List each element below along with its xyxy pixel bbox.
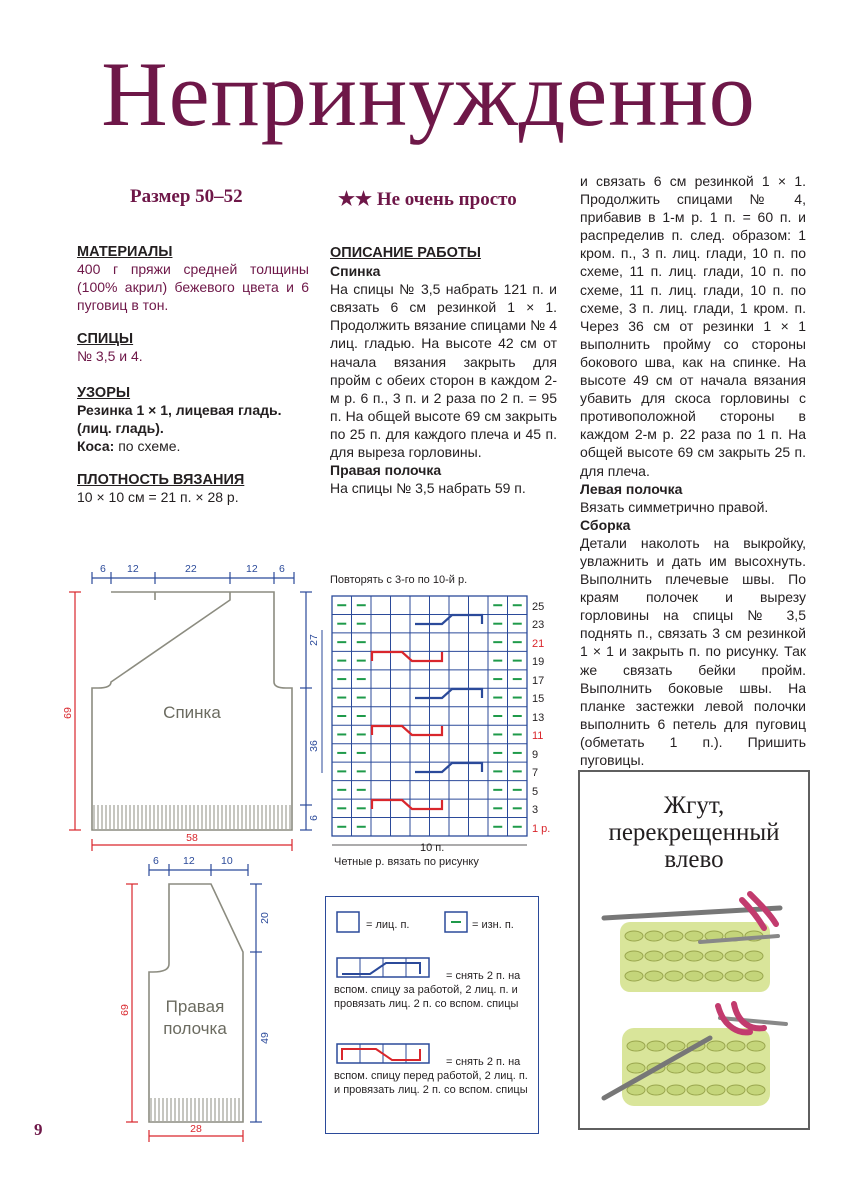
needles-text: № 3,5 и 4. — [77, 348, 143, 364]
cable-illustration-2 — [600, 998, 790, 1118]
cable-illustration-1 — [600, 884, 790, 1004]
chart-repeat-note: Повторять с 3-го по 10-й р. — [330, 574, 468, 586]
cable-front-row-3 — [372, 800, 442, 809]
even-rows-note: Четные р. вязать по рисунку — [334, 856, 479, 868]
description-col-1 — [330, 244, 557, 497]
page-number: 9 — [34, 1120, 43, 1139]
back-right-dim-1: 27 — [308, 634, 320, 646]
front-right-dim-2: 49 — [259, 1032, 271, 1044]
row-label-19: 19 — [532, 656, 545, 668]
cable-illustration-box — [578, 770, 810, 1130]
patterns-line2: (лиц. гладь). — [77, 420, 164, 436]
front-label-line2: полочка — [163, 1019, 227, 1038]
back-top-dim-2: 12 — [127, 563, 139, 575]
needles-section — [77, 331, 309, 365]
back-schematic — [60, 560, 320, 855]
row-label-9: 9 — [532, 749, 539, 761]
back-ribbing — [94, 805, 290, 829]
row-label-5: 5 — [532, 786, 539, 798]
cable-box-title — [580, 792, 808, 873]
legend-knit-icon — [336, 911, 362, 935]
row-label-25: 25 — [532, 601, 545, 613]
cable-front-row-19 — [372, 652, 442, 661]
row-label-23: 23 — [532, 619, 545, 631]
front-top-dim-3: 10 — [221, 855, 233, 867]
legend-purl-text: = изн. п. — [472, 919, 514, 931]
difficulty-label: ★★ Не очень просто — [338, 189, 517, 210]
row-label-13: 13 — [532, 712, 545, 724]
legend-cable-back-text: = снять 2 п. на вспом. спицу за работой, 2 лиц. п. и провязать лиц. 2 п. со вспом. спицы — [334, 970, 521, 1010]
gauge-section — [77, 472, 309, 506]
legend-cable-front-text: = снять 2 п. на вспом. спицу перед работой, 2 лиц. п. и провязать лиц. 2 п. со вспом. спицы — [334, 1056, 528, 1096]
materials-section — [77, 244, 309, 314]
chart-cables — [372, 615, 482, 809]
chart-width-label: 10 п. — [420, 842, 445, 854]
front-label-line1: Правая — [165, 997, 225, 1016]
cable-box-title-line3: влево — [664, 846, 724, 873]
right-front-heading: Правая полочка — [330, 462, 442, 479]
row-label-17: 17 — [532, 675, 545, 687]
back-top-dim-1: 6 — [100, 563, 106, 575]
back-top-dim-3: 22 — [185, 563, 197, 575]
back-right-dim-2: 36 — [308, 740, 320, 752]
back-right-dim-3: 6 — [308, 815, 320, 821]
front-ribbing — [151, 1098, 239, 1121]
back-top-dim-4: 12 — [246, 563, 258, 575]
legend-purl-icon — [444, 911, 470, 935]
description-heading: ОПИСАНИЕ РАБОТЫ — [330, 245, 481, 261]
front-right-dim-1: 20 — [259, 912, 271, 924]
description-col-2 — [580, 172, 806, 769]
front-top-dim-2: 12 — [183, 855, 195, 867]
assembly-text: Детали наколоть на выкройку, увлажнить и дать им высохнуть. Выполнить плечевые швы. По краям полочек и вырезу горловины на спицы № 3,5 поднять п., связать 3 см резинкой 1 × 1 и закрыть п. по рисунку. Так же связать бейки пройм. Выполнить боковые швы. На планке застежки левой полочки выполнить 6 петель для пуговиц (обметать 1 п.). Пришить пуговицы. — [580, 534, 806, 768]
gauge-heading: ПЛОТНОСТЬ ВЯЗАНИЯ — [77, 472, 245, 488]
back-text: На спицы № 3,5 набрать 121 п. и связать 6 см резинкой 1 × 1. Продолжить вязание спицами № 4 лиц. гладью. На высоте 42 см от начала вязания закрыть для пройм с обеих сторон в каждом 2-м р. 6 п., 3 п. и 2 раза по 2 п. = 95 п. На общей высоте 69 см закрыть по 25 п. для каждого плеча и 45 п. для выреза горловины. — [330, 281, 557, 461]
materials-text: 400 г пряжи средней толщины (100% акрил) бежевого цвета и 6 пуговиц в тон. — [77, 261, 309, 313]
row-label-3: 3 — [532, 804, 539, 816]
patterns-section — [77, 385, 309, 455]
row-label-15: 15 — [532, 693, 545, 705]
knitting-chart — [320, 588, 570, 868]
patterns-cable-text: по схеме. — [114, 438, 181, 454]
cable-box-title-line1: Жгут, — [663, 792, 725, 819]
patterns-cable-label: Коса: — [77, 438, 115, 454]
patterns-heading: УЗОРЫ — [77, 385, 131, 401]
gauge-text: 10 × 10 см = 21 п. × 28 р. — [77, 489, 239, 505]
back-bottom-dim: 58 — [186, 832, 198, 844]
row-label-7: 7 — [532, 767, 539, 779]
front-top-dim-1: 6 — [153, 855, 159, 867]
back-top-dim-5: 6 — [279, 563, 285, 575]
legend-knit-text: = лиц. п. — [366, 919, 410, 931]
front-schematic — [115, 852, 280, 1147]
left-front-heading: Левая полочка — [580, 480, 683, 497]
patterns-line1: Резинка 1 × 1, лицевая гладь. — [77, 402, 282, 418]
cable-box-title-line2: перекрещенный — [608, 819, 780, 846]
back-left-dim: 69 — [62, 707, 74, 719]
size-label: Размер 50–52 — [130, 186, 243, 207]
row-label-1: 1 р. — [532, 823, 551, 835]
back-heading: Спинка — [330, 263, 381, 280]
back-label: Спинка — [163, 703, 221, 722]
assembly-heading: Сборка — [580, 516, 631, 533]
left-front-text: Вязать симметрично правой. — [580, 498, 769, 515]
front-left-dim: 69 — [119, 1004, 131, 1016]
row-label-21: 21 — [532, 638, 545, 650]
front-bottom-dim: 28 — [190, 1123, 202, 1135]
chart-legend — [325, 896, 539, 1134]
needles-heading: СПИЦЫ — [77, 331, 134, 347]
row-label-11: 11 — [532, 730, 544, 742]
materials-heading: МАТЕРИАЛЫ — [77, 244, 173, 260]
right-front-text: и связать 6 см резинкой 1 × 1. Продолжить спицами № 4, прибавив в 1-м р. 1 п. = 60 п. и распределив п. след. образом: 1 кром. п., 3 п. лиц. глади, 10 п. по схеме, 11 п. лиц. глади, 10 п. по схеме, 11 п. лиц. глади, 10 п. по схеме, 3 п. лиц. глади, 1 кром. п. Через 36 см от резинки 1 × 1 выполнить пройму со стороны бокового шва, как на спинке. На высоте 49 см от начала вязания убавить для скоса горловины с противоположной стороны в каждом 2-м р. 22 раза по 1 п. На общей высоте 69 см закрыть 25 п. для плеча. — [580, 173, 806, 479]
right-front-text-start: На спицы № 3,5 набрать 59 п. — [330, 480, 526, 497]
cable-front-row-11 — [372, 726, 442, 735]
page-title: Непринужденно — [101, 43, 756, 145]
